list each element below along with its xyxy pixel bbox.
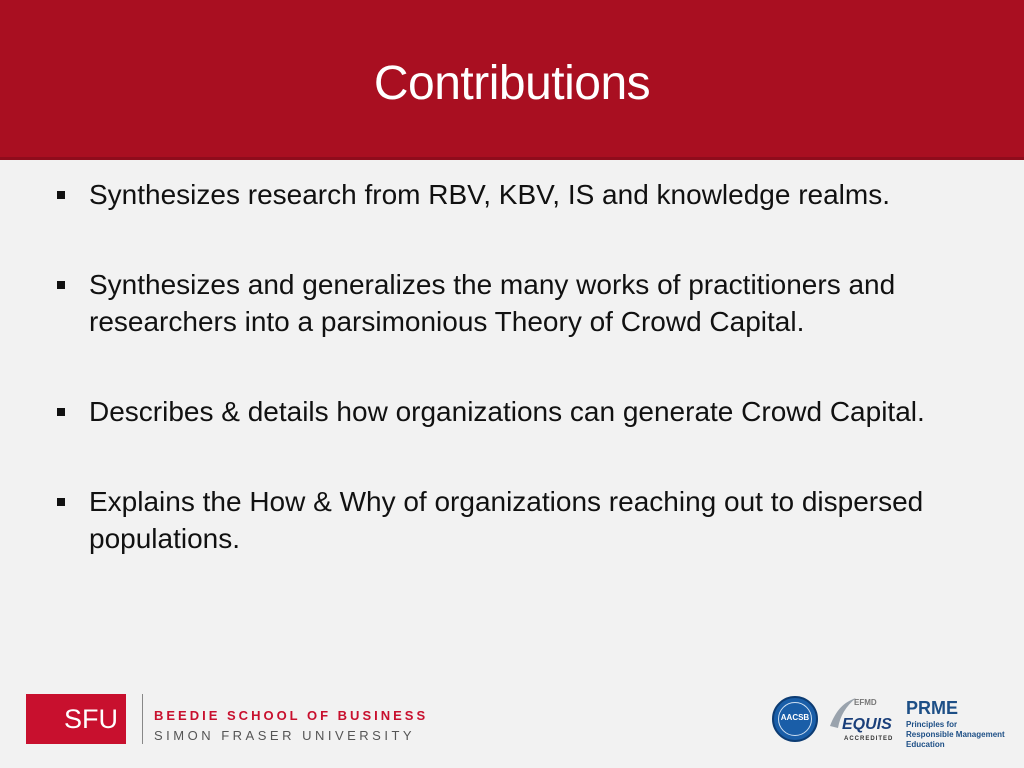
efmd-label: EFMD: [854, 698, 877, 707]
title-band: [0, 0, 1024, 160]
sfu-logo-text: SFU: [64, 704, 118, 734]
prme-subtitle: Principles for Responsible Management Education: [906, 720, 1005, 749]
aacsb-label: AACSB: [780, 713, 810, 722]
university-name: SIMON FRASER UNIVERSITY: [154, 728, 416, 743]
square-bullet-icon: [57, 191, 65, 199]
bullet-text: Describes & details how organizations can generate Crowd Capital.: [89, 396, 925, 427]
bullet-list: [56, 176, 1006, 610]
slide-title: Contributions: [373, 57, 651, 110]
equis-accreditation-logo: [826, 696, 896, 746]
bullet-text: Synthesizes and generalizes the many works of practitioners and researchers into a parsimonious Theory of Crowd Capital.: [89, 269, 896, 337]
equis-label: EQUIS: [842, 716, 892, 733]
equis-accredited-label: ACCREDITED: [844, 736, 894, 742]
square-bullet-icon: [57, 281, 65, 289]
bullet-item: [56, 483, 1006, 557]
school-name: BEEDIE SCHOOL OF BUSINESS: [154, 708, 429, 723]
footer-divider: [142, 694, 143, 744]
bullet-item: [56, 266, 1006, 340]
square-bullet-icon: [57, 408, 65, 416]
aacsb-accreditation-badge-icon: [772, 696, 818, 742]
footer: [0, 680, 1024, 768]
bullet-item: [56, 176, 1006, 213]
square-bullet-icon: [57, 498, 65, 506]
sfu-logo: [26, 694, 126, 744]
prme-label: PRME: [906, 698, 959, 718]
bullet-text: Explains the How & Why of organizations reaching out to dispersed populations.: [89, 486, 924, 554]
bullet-item: [56, 393, 1006, 430]
prme-logo: [906, 698, 1006, 749]
bullet-text: Synthesizes research from RBV, KBV, IS and knowledge realms.: [89, 179, 890, 210]
